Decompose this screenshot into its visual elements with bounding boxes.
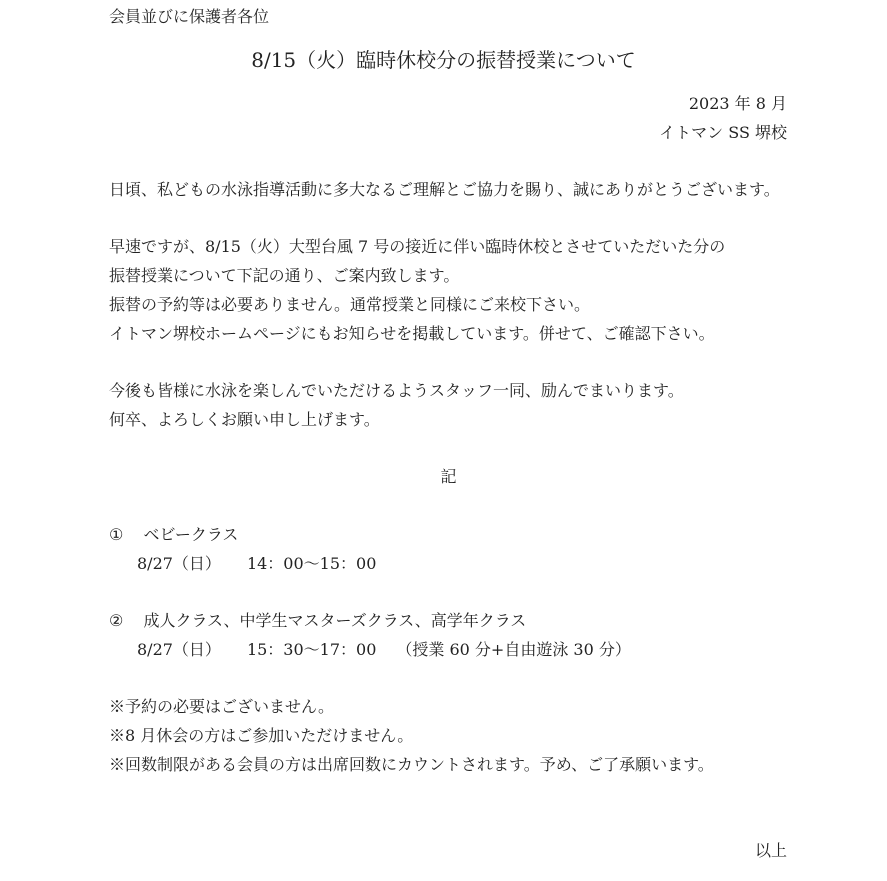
body-line: 早速ですが、8/15（火）大型台風 7 号の接近に伴い臨時休校とさせていただいた分の — [109, 237, 726, 256]
body-line: 振替の予約等は必要ありません。通常授業と同様にご来校下さい。 — [109, 295, 590, 314]
page-title: 8/15（火）臨時休校分の振替授業について — [251, 48, 636, 72]
item-number: ① — [109, 525, 124, 544]
issue-date: 2023 年 8 月 — [688, 94, 787, 113]
item-number: ② — [109, 611, 124, 630]
schedule-item-heading — [109, 525, 238, 545]
schedule-item-heading — [109, 611, 526, 631]
item-time: 15：30～17：00 — [246, 640, 377, 659]
body-line: 振替授業について下記の通り、ご案内致します。 — [109, 266, 460, 285]
item-time: 14：00～15：00 — [246, 554, 377, 573]
note-line: ※8 月休会の方はご参加いただけません。 — [109, 726, 414, 745]
item-class-name: ベビークラス — [143, 525, 239, 544]
item-date: 8/27（日） — [137, 554, 221, 573]
closing-line: 今後も皆様に水泳を楽しんでいただけるようスタッフ一同、励んでまいります。 — [109, 381, 684, 400]
end-mark: 以上 — [754, 841, 787, 860]
schedule-item-time — [137, 554, 376, 574]
ki-heading: 記 — [440, 467, 457, 486]
item-date: 8/27（日） — [137, 640, 221, 659]
closing-line: 何卒、よろしくお願い申し上げます。 — [109, 410, 380, 429]
body-line: イトマン堺校ホームページにもお知らせを掲載しています。併せて、ご確認下さい。 — [109, 324, 715, 343]
schedule-item-time — [137, 640, 631, 660]
greeting: 日頃、私どもの水泳指導活動に多大なるご理解とご協力を賜り、誠にありがとうございます。 — [109, 180, 780, 199]
item-note: （授業 60 分+自由遊泳 30 分） — [396, 640, 631, 659]
item-class-name: 成人クラス、中学生マスターズクラス、高学年クラス — [143, 611, 527, 630]
recipient: 会員並びに保護者各位 — [109, 7, 270, 26]
sender: イトマン SS 堺校 — [659, 123, 787, 142]
note-line: ※予約の必要はございません。 — [109, 697, 334, 716]
note-line: ※回数制限がある会員の方は出席回数にカウントされます。予め、ご了承願います。 — [109, 755, 714, 774]
